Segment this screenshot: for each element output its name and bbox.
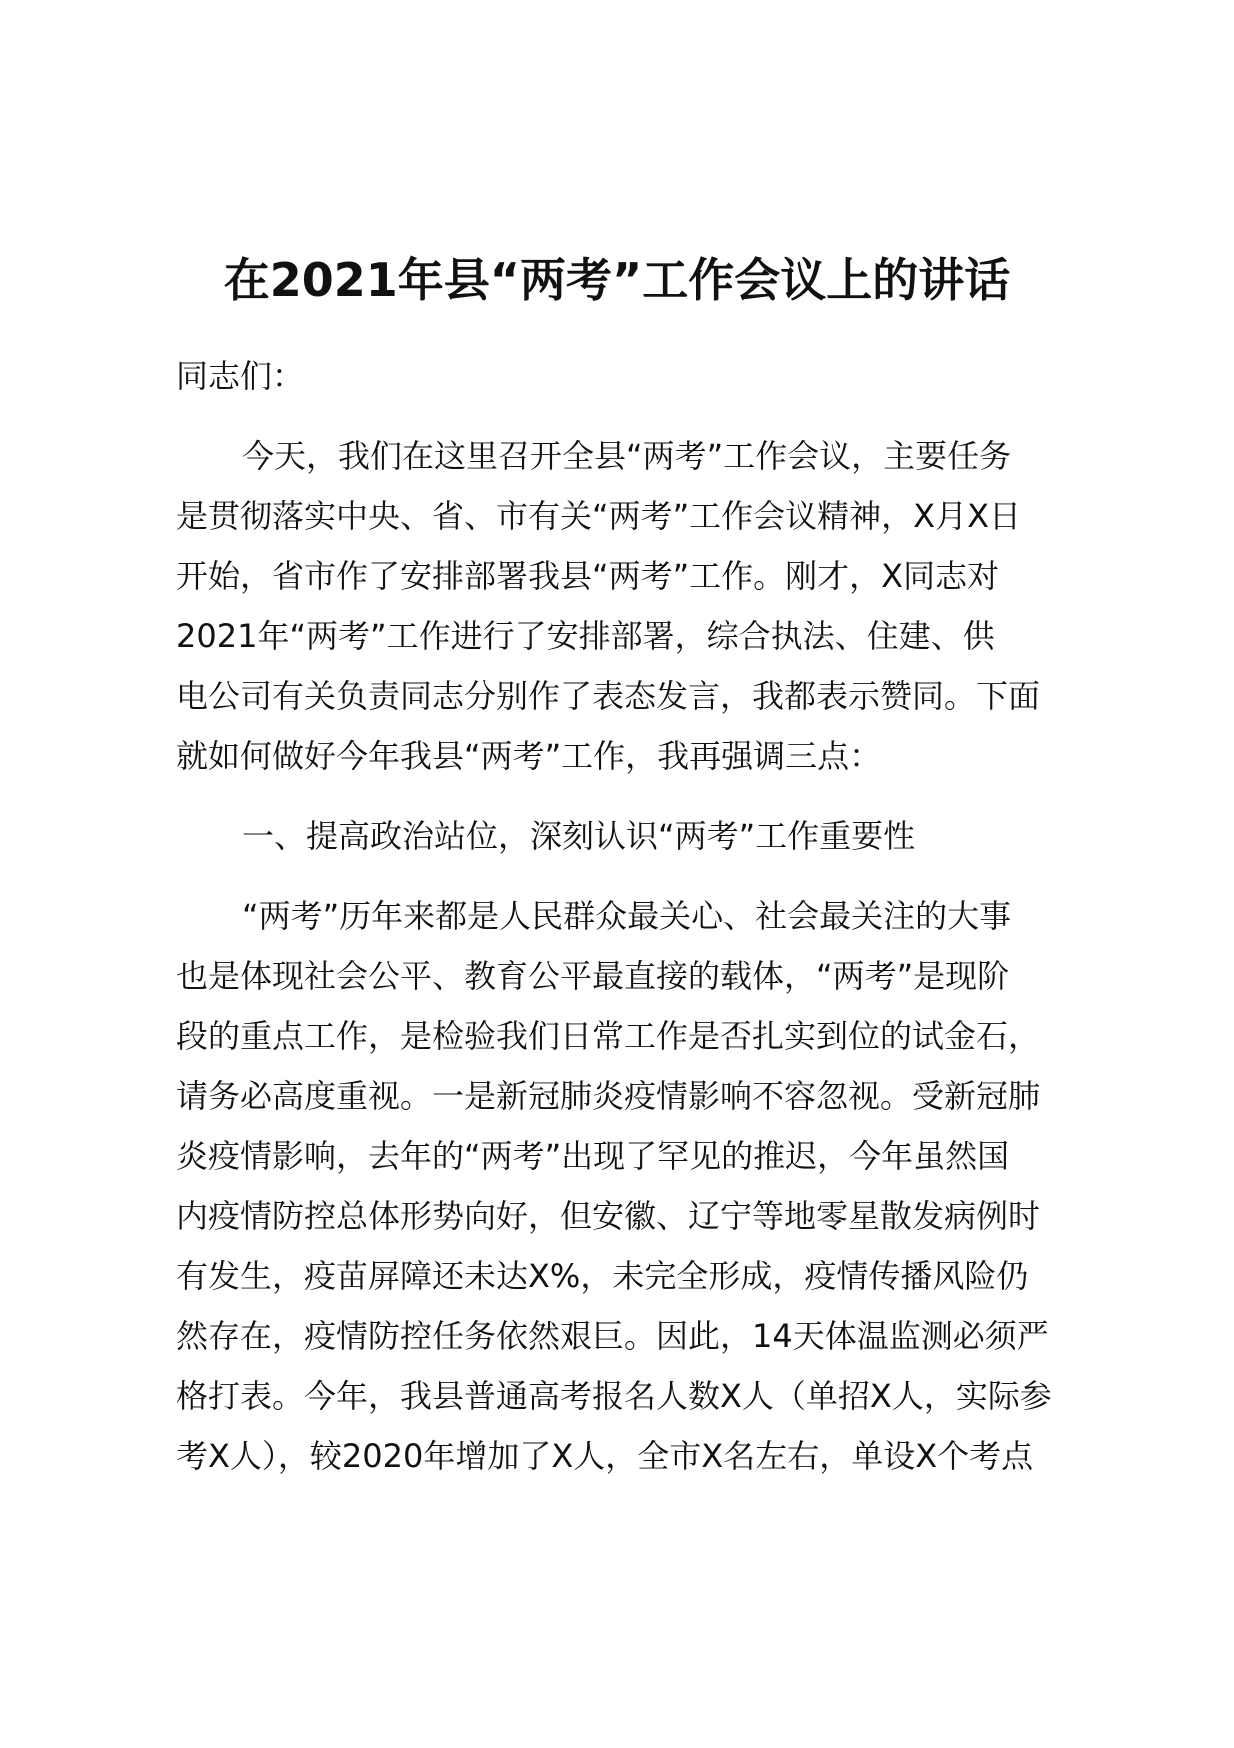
paragraph-line: 段的重点工作，是检验我们日常工作是否扎实到位的试金石， <box>176 1017 1041 1055</box>
paragraph-line: 考X人），较2020年增加了X人，全市X名左右，单设X个考点 <box>176 1437 1034 1475</box>
paragraph-1 <box>176 426 1116 786</box>
paragraph-line: 开始，省市作了安排部署我县“两考”工作。刚才，X同志对 <box>176 557 1000 595</box>
paragraph-line: 也是体现社会公平、教育公平最直接的载体，“两考”是现阶 <box>176 957 1010 995</box>
salutation: 同志们： <box>176 357 305 395</box>
paragraph-line: 今天，我们在这里召开全县“两考”工作会议，主要任务 <box>242 437 1012 475</box>
paragraph-line: 电公司有关负责同志分别作了表态发言，我都表示赞同。下面 <box>176 677 1041 715</box>
paragraph-2 <box>176 886 1116 1486</box>
paragraph-line: 是贯彻落实中央、省、市有关“两考”工作会议精神，X月X日 <box>176 497 1022 535</box>
paragraph-line: 2021年“两考”工作进行了安排部署，综合执法、住建、供 <box>176 617 995 655</box>
paragraph-line: 然存在，疫情防控任务依然艰巨。因此，14天体温监测必须严 <box>176 1317 1049 1355</box>
paragraph-line: 内疫情防控总体形势向好，但安徽、辽宁等地零星散发病例时 <box>176 1197 1041 1235</box>
section-heading-text: 一、提高政治站位，深刻认识“两考”工作重要性 <box>242 817 916 855</box>
paragraph-line: 有发生，疫苗屏障还未达X%，未完全形成，疫情传播风险仍 <box>176 1257 1029 1295</box>
section-heading-1 <box>176 806 1116 866</box>
paragraph-line: 格打表。今年，我县普通高考报名人数X人（单招X人，实际参 <box>176 1377 1052 1415</box>
document-title: 在2021年县“两考”工作会议上的讲话 <box>223 253 1011 307</box>
paragraph-line: 请务必高度重视。一是新冠肺炎疫情影响不容忽视。受新冠肺 <box>176 1077 1041 1115</box>
paragraph-line: 炎疫情影响，去年的“两考”出现了罕见的推迟，今年虽然国 <box>176 1137 1010 1175</box>
paragraph-line: 就如何做好今年我县“两考”工作，我再强调三点： <box>176 737 882 775</box>
paragraph-line: “两考”历年来都是人民群众最关心、社会最关注的大事 <box>242 897 1012 935</box>
